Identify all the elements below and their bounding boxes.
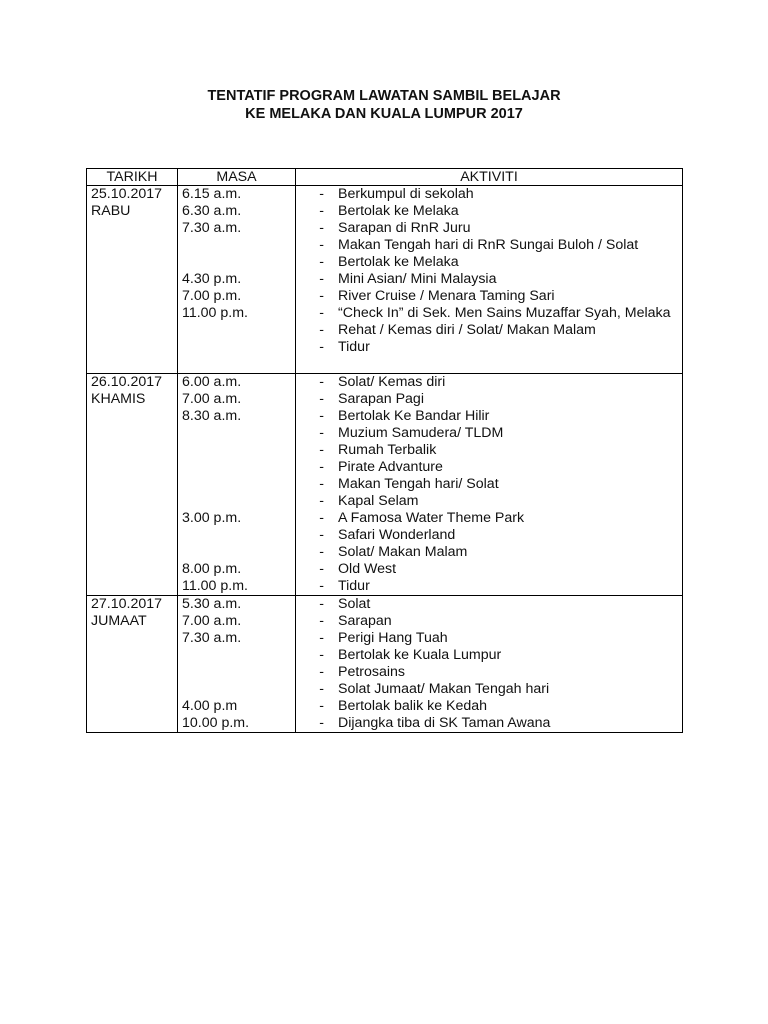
dash-bullet: - <box>319 408 324 424</box>
title-line-1: TENTATIF PROGRAM LAWATAN SAMBIL BELAJAR <box>207 88 561 104</box>
dash-bullet: - <box>319 596 324 612</box>
dash-bullet: - <box>319 220 324 236</box>
list-item <box>296 408 676 425</box>
dash-bullet: - <box>319 510 324 526</box>
dash-bullet: - <box>319 647 324 663</box>
table-row <box>87 374 683 596</box>
time-value: 7.30 a.m. <box>182 220 242 236</box>
dash-bullet: - <box>319 305 324 321</box>
dash-bullet: - <box>319 442 324 458</box>
list-item <box>296 391 676 408</box>
activity-text: Berkumpul di sekolah <box>338 186 474 202</box>
activity-text: Perigi Hang Tuah <box>338 630 448 646</box>
list-item <box>296 698 676 715</box>
list-item <box>296 442 676 459</box>
time-value: 11.00 p.m. <box>182 305 248 321</box>
time-value: 8.30 a.m. <box>182 408 242 424</box>
time-value <box>182 339 291 356</box>
dash-bullet: - <box>319 544 324 560</box>
time-value: 4.00 p.m <box>182 698 238 714</box>
list-item <box>296 203 676 220</box>
list-item <box>296 681 676 698</box>
time-value: 3.00 p.m. <box>182 510 242 526</box>
time-cell <box>178 374 296 596</box>
header-aktiviti: AKTIVITI <box>296 169 683 186</box>
table-row <box>87 596 683 733</box>
date-value: 27.10.2017 <box>91 596 163 612</box>
schedule-table <box>86 168 683 733</box>
time-value <box>182 544 291 561</box>
dash-bullet: - <box>319 186 324 202</box>
dash-bullet: - <box>319 664 324 680</box>
activity-cell <box>296 374 683 596</box>
time-value: 11.00 p.m. <box>182 578 248 594</box>
dash-bullet: - <box>319 322 324 338</box>
time-value <box>182 237 291 254</box>
time-value <box>182 493 291 510</box>
list-item <box>296 186 676 203</box>
dash-bullet: - <box>319 203 324 219</box>
activity-text: Sarapan di RnR Juru <box>338 220 471 236</box>
time-value: 7.30 a.m. <box>182 630 242 646</box>
time-value <box>182 322 291 339</box>
day-name: JUMAAT <box>91 613 147 629</box>
list-item <box>296 339 676 356</box>
time-value: 7.00 a.m. <box>182 613 242 629</box>
time-value <box>182 459 291 476</box>
time-cell <box>178 596 296 733</box>
list-item <box>296 715 676 732</box>
time-value: 6.30 a.m. <box>182 203 242 219</box>
list-item <box>296 237 676 254</box>
list-item <box>296 630 676 647</box>
activity-text: Kapal Selam <box>338 493 419 509</box>
activity-text: Sarapan <box>338 613 392 629</box>
table-header-row <box>87 169 683 186</box>
list-item <box>296 425 676 442</box>
activity-text: River Cruise / Menara Taming Sari <box>338 288 555 304</box>
activity-text: Solat/ Kemas diri <box>338 374 446 390</box>
activity-text: Makan Tengah hari/ Solat <box>338 476 499 492</box>
title-line-2: KE MELAKA DAN KUALA LUMPUR 2017 <box>245 106 523 122</box>
time-value <box>182 425 291 442</box>
time-value <box>182 527 291 544</box>
dash-bullet: - <box>319 561 324 577</box>
time-value: 7.00 a.m. <box>182 391 242 407</box>
time-value: 6.00 a.m. <box>182 374 242 390</box>
time-value: 8.00 p.m. <box>182 561 242 577</box>
activity-text: Solat/ Makan Malam <box>338 544 468 560</box>
date-value: 26.10.2017 <box>91 374 163 390</box>
list-item <box>296 476 676 493</box>
dash-bullet: - <box>319 271 324 287</box>
dash-bullet: - <box>319 698 324 714</box>
list-item <box>296 578 676 595</box>
time-value <box>182 356 291 373</box>
list-item <box>296 374 676 391</box>
table-row <box>87 186 683 374</box>
list-item <box>296 459 676 476</box>
list-item <box>296 322 676 339</box>
activity-text: Rumah Terbalik <box>338 442 437 458</box>
activity-cell <box>296 186 683 374</box>
activity-text: Solat <box>338 596 371 612</box>
activity-text: Bertolak Ke Bandar Hilir <box>338 408 490 424</box>
activity-text: Rehat / Kemas diri / Solat/ Makan Malam <box>338 322 596 338</box>
time-value <box>182 647 291 664</box>
activity-text: Safari Wonderland <box>338 527 456 543</box>
activity-text: Makan Tengah hari di RnR Sungai Buloh / Solat <box>338 237 639 253</box>
schedule-body <box>87 186 683 733</box>
dash-bullet: - <box>319 476 324 492</box>
time-value <box>182 681 291 698</box>
dash-bullet: - <box>319 339 324 355</box>
activity-text: Bertolak ke Melaka <box>338 254 459 270</box>
time-value <box>182 442 291 459</box>
list-item <box>296 561 676 578</box>
date-cell <box>87 596 178 733</box>
list-item <box>296 544 676 561</box>
activity-text: A Famosa Water Theme Park <box>338 510 525 526</box>
time-value: 7.00 p.m. <box>182 288 242 304</box>
activity-text: Tidur <box>338 578 370 594</box>
dash-bullet: - <box>319 715 324 731</box>
dash-bullet: - <box>319 254 324 270</box>
time-cell <box>178 186 296 374</box>
dash-bullet: - <box>319 493 324 509</box>
activity-text: Solat Jumaat/ Makan Tengah hari <box>338 681 550 697</box>
list-item <box>296 305 676 322</box>
activity-text: Mini Asian/ Mini Malaysia <box>338 271 497 287</box>
time-value: 5.30 a.m. <box>182 596 242 612</box>
dash-bullet: - <box>319 459 324 475</box>
date-value: 25.10.2017 <box>91 186 163 202</box>
time-value: 6.15 a.m. <box>182 186 242 202</box>
list-item <box>296 613 676 630</box>
dash-bullet: - <box>319 578 324 594</box>
dash-bullet: - <box>319 374 324 390</box>
activity-text: Sarapan Pagi <box>338 391 424 407</box>
activity-text: “Check In” di Sek. Men Sains Muzaffar Syah, Melaka <box>338 305 671 321</box>
date-cell <box>87 374 178 596</box>
list-item <box>296 647 676 664</box>
activity-text: Tidur <box>338 339 370 355</box>
dash-bullet: - <box>319 681 324 697</box>
list-item <box>296 254 676 271</box>
header-tarikh: TARIKH <box>87 169 178 186</box>
list-item <box>296 510 676 527</box>
list-item <box>296 271 676 288</box>
activity-cell <box>296 596 683 733</box>
activity-text: Petrosains <box>338 664 406 680</box>
dash-bullet: - <box>319 630 324 646</box>
time-value <box>182 664 291 681</box>
activity-text: Bertolak ke Kuala Lumpur <box>338 647 502 663</box>
activity-text: Bertolak balik ke Kedah <box>338 698 488 714</box>
dash-bullet: - <box>319 391 324 407</box>
dash-bullet: - <box>319 527 324 543</box>
activity-text: Pirate Advanture <box>338 459 443 475</box>
dash-bullet: - <box>319 613 324 629</box>
time-value: 4.30 p.m. <box>182 271 242 287</box>
day-name: KHAMIS <box>91 391 146 407</box>
activity-text: Old West <box>338 561 397 577</box>
list-item <box>296 527 676 544</box>
list-item <box>296 220 676 237</box>
time-value <box>182 254 291 271</box>
day-name: RABU <box>91 203 131 219</box>
activity-text: Muzium Samudera/ TLDM <box>338 425 504 441</box>
date-cell <box>87 186 178 374</box>
list-item <box>296 493 676 510</box>
dash-bullet: - <box>319 288 324 304</box>
list-item <box>296 664 676 681</box>
header-masa: MASA <box>178 169 296 186</box>
list-item <box>296 288 676 305</box>
list-item <box>296 596 676 613</box>
document-title <box>0 87 768 123</box>
dash-bullet: - <box>319 237 324 253</box>
time-value <box>182 476 291 493</box>
time-value: 10.00 p.m. <box>182 715 250 731</box>
dash-bullet: - <box>319 425 324 441</box>
activity-text: Bertolak ke Melaka <box>338 203 459 219</box>
activity-text: Dijangka tiba di SK Taman Awana <box>338 715 551 731</box>
